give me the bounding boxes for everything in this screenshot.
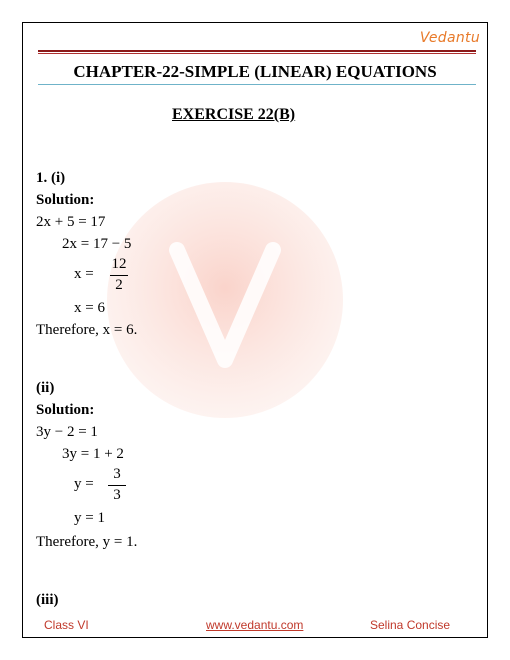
footer-website-link[interactable]: www.vedantu.com (206, 618, 304, 632)
solution-label: Solution: (36, 402, 95, 418)
header-rule (38, 50, 476, 52)
conclusion (36, 322, 137, 339)
conclusion (36, 534, 137, 551)
fraction-bar (108, 485, 126, 486)
equation-lhs: x = (74, 266, 94, 282)
conclusion-math: x = 6. (102, 322, 138, 338)
fraction-numerator: 12 (111, 256, 127, 272)
footer-class: Class VI (44, 618, 89, 632)
chapter-underline (38, 84, 476, 85)
exercise-title: EXERCISE 22(B) (172, 106, 296, 123)
conclusion-text: Therefore, (36, 322, 99, 338)
equation-line: 3y = 1 + 2 (62, 446, 124, 462)
equation-lhs: y = (74, 476, 94, 492)
vedantu-logo: Vedantu (419, 30, 480, 46)
footer-book: Selina Concise (370, 618, 451, 632)
question-label: 1. (i) (36, 170, 66, 186)
fraction-denominator: 3 (113, 487, 121, 503)
question-label: (ii) (36, 380, 55, 396)
equation-line: 2x + 5 = 17 (36, 214, 106, 230)
vedantu-watermark-icon (102, 180, 345, 420)
question-label: (iii) (36, 592, 59, 608)
fraction-denominator: 2 (115, 277, 123, 293)
fraction-bar (110, 275, 128, 276)
chapter-title: CHAPTER-22-SIMPLE (LINEAR) EQUATIONS (73, 62, 437, 81)
solution-label: Solution: (36, 192, 95, 208)
equation-line: x = 6 (74, 300, 105, 316)
header-rule-secondary (38, 53, 476, 54)
equation-line: 2x = 17 − 5 (62, 236, 132, 252)
equation-line: 3y − 2 = 1 (36, 424, 98, 440)
equation-line: y = 1 (74, 510, 105, 526)
conclusion-text: Therefore, (36, 534, 99, 550)
conclusion-math: y = 1. (102, 534, 138, 550)
fraction-numerator: 3 (113, 466, 121, 482)
